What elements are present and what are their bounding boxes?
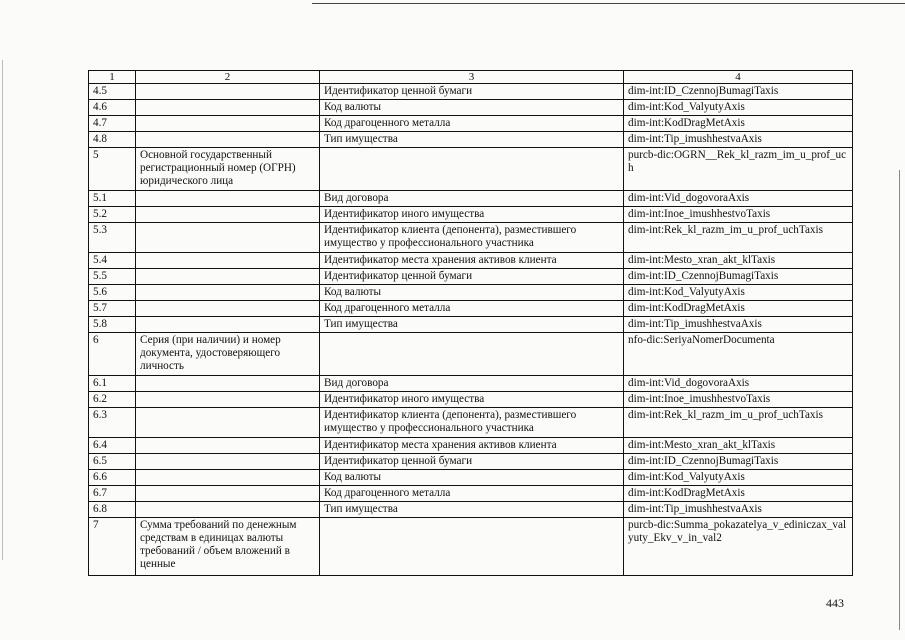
row-number: 4.5	[89, 84, 136, 100]
row-code: dim-int:ID_CzennojBumagiTaxis	[624, 454, 853, 470]
table-row	[89, 132, 853, 148]
row-indicator-name	[136, 454, 320, 470]
row-number: 4.7	[89, 116, 136, 132]
row-number: 6.3	[89, 408, 136, 438]
row-number: 6.2	[89, 392, 136, 408]
row-number: 6	[89, 333, 136, 376]
row-number: 5.5	[89, 269, 136, 285]
row-indicator-name	[136, 438, 320, 454]
table-row	[89, 317, 853, 333]
row-dimension: Код валюты	[320, 100, 624, 116]
row-dimension: Идентификатор ценной бумаги	[320, 454, 624, 470]
row-indicator-name	[136, 376, 320, 392]
row-dimension: Идентификатор клиента (депонента), разместившего имущество у профессионального участника	[320, 223, 624, 253]
row-code: dim-int:Vid_dogovoraAxis	[624, 376, 853, 392]
header-row	[89, 71, 853, 84]
row-dimension: Код драгоценного металла	[320, 301, 624, 317]
table-row	[89, 408, 853, 438]
table-row	[89, 376, 853, 392]
column-header-4: 4	[624, 71, 853, 84]
table-body	[89, 71, 853, 576]
row-code: dim-int:Tip_imushhestvaAxis	[624, 502, 853, 518]
row-dimension	[320, 148, 624, 191]
row-code: dim-int:Kod_ValyutyAxis	[624, 470, 853, 486]
row-code: dim-int:Kod_ValyutyAxis	[624, 285, 853, 301]
row-dimension: Идентификатор ценной бумаги	[320, 269, 624, 285]
table-row	[89, 116, 853, 132]
row-indicator-name	[136, 301, 320, 317]
row-indicator-name	[136, 84, 320, 100]
row-code: dim-int:ID_CzennojBumagiTaxis	[624, 84, 853, 100]
row-dimension: Идентификатор клиента (депонента), разместившего имущество у профессионального участника	[320, 408, 624, 438]
table-row	[89, 100, 853, 116]
row-number: 4.6	[89, 100, 136, 116]
row-dimension: Тип имущества	[320, 317, 624, 333]
row-indicator-name	[136, 207, 320, 223]
row-indicator-name	[136, 269, 320, 285]
row-dimension: Код драгоценного металла	[320, 116, 624, 132]
row-dimension: Идентификатор иного имущества	[320, 392, 624, 408]
table-row	[89, 438, 853, 454]
row-dimension	[320, 333, 624, 376]
row-indicator-name	[136, 116, 320, 132]
row-number: 6.7	[89, 486, 136, 502]
row-code: dim-int:Kod_ValyutyAxis	[624, 100, 853, 116]
row-indicator-name	[136, 253, 320, 269]
table-row	[89, 301, 853, 317]
row-number: 5.7	[89, 301, 136, 317]
row-number: 5.3	[89, 223, 136, 253]
table-row	[89, 285, 853, 301]
row-code: nfo-dic:SeriyaNomerDocumenta	[624, 333, 853, 376]
page-number: 443	[826, 596, 844, 610]
table-row	[89, 518, 853, 576]
table-row	[89, 486, 853, 502]
row-code: dim-int:KodDragMetAxis	[624, 301, 853, 317]
row-dimension: Идентификатор места хранения активов клиента	[320, 438, 624, 454]
table-row	[89, 454, 853, 470]
top-scan-line	[312, 3, 905, 4]
row-indicator-name	[136, 191, 320, 207]
left-scan-edge	[2, 60, 3, 560]
row-code: dim-int:Mesto_xran_akt_klTaxis	[624, 438, 853, 454]
row-indicator-name	[136, 100, 320, 116]
row-indicator-name	[136, 392, 320, 408]
table-row	[89, 333, 853, 376]
row-code: dim-int:Vid_dogovoraAxis	[624, 191, 853, 207]
row-dimension: Идентификатор места хранения активов клиента	[320, 253, 624, 269]
table-row	[89, 207, 853, 223]
row-code: dim-int:Rek_kl_razm_im_u_prof_uchTaxis	[624, 408, 853, 438]
column-header-1: 1	[89, 71, 136, 84]
row-number: 5.6	[89, 285, 136, 301]
row-number: 6.5	[89, 454, 136, 470]
row-number: 6.4	[89, 438, 136, 454]
row-indicator-name	[136, 223, 320, 253]
row-indicator-name: Серия (при наличии) и номер документа, удостоверяющего личность	[136, 333, 320, 376]
row-dimension: Код валюты	[320, 285, 624, 301]
row-code: dim-int:Tip_imushhestvaAxis	[624, 132, 853, 148]
row-indicator-name	[136, 285, 320, 301]
row-dimension: Тип имущества	[320, 132, 624, 148]
table-row	[89, 392, 853, 408]
row-dimension: Код валюты	[320, 470, 624, 486]
row-indicator-name	[136, 470, 320, 486]
row-number: 5.4	[89, 253, 136, 269]
row-indicator-name	[136, 502, 320, 518]
row-dimension: Идентификатор иного имущества	[320, 207, 624, 223]
document-table	[88, 70, 853, 576]
row-code: dim-int:Inoe_imushhestvoTaxis	[624, 207, 853, 223]
table-row	[89, 269, 853, 285]
row-indicator-name	[136, 132, 320, 148]
row-code: purcb-dic:Summa_pokazatelya_v_ediniczax_valyuty_Ekv_v_in_val2	[624, 518, 853, 576]
row-number: 5.1	[89, 191, 136, 207]
row-number: 4.8	[89, 132, 136, 148]
table-row	[89, 191, 853, 207]
row-code: dim-int:Tip_imushhestvaAxis	[624, 317, 853, 333]
row-number: 5	[89, 148, 136, 191]
row-number: 7	[89, 518, 136, 576]
row-indicator-name	[136, 486, 320, 502]
row-number: 6.1	[89, 376, 136, 392]
row-number: 5.2	[89, 207, 136, 223]
row-dimension: Вид договора	[320, 376, 624, 392]
table-row	[89, 223, 853, 253]
row-indicator-name: Основной государственный регистрационный номер (ОГРН) юридического лица	[136, 148, 320, 191]
table-row	[89, 470, 853, 486]
column-header-2: 2	[136, 71, 320, 84]
row-number: 6.6	[89, 470, 136, 486]
row-dimension	[320, 518, 624, 576]
row-number: 5.8	[89, 317, 136, 333]
table-row	[89, 502, 853, 518]
row-code: dim-int:ID_CzennojBumagiTaxis	[624, 269, 853, 285]
row-indicator-name	[136, 317, 320, 333]
row-code: dim-int:KodDragMetAxis	[624, 486, 853, 502]
row-code: purcb-dic:OGRN__Rek_kl_razm_im_u_prof_uch	[624, 148, 853, 191]
row-indicator-name	[136, 408, 320, 438]
row-dimension: Тип имущества	[320, 502, 624, 518]
row-code: dim-int:Mesto_xran_akt_klTaxis	[624, 253, 853, 269]
table-row	[89, 253, 853, 269]
row-code: dim-int:KodDragMetAxis	[624, 116, 853, 132]
row-dimension: Идентификатор ценной бумаги	[320, 84, 624, 100]
row-indicator-name: Сумма требований по денежным средствам в единицах валюты требований / объем вложений в ценные	[136, 518, 320, 576]
row-number: 6.8	[89, 502, 136, 518]
right-scan-edge	[899, 170, 900, 630]
column-header-3: 3	[320, 71, 624, 84]
row-dimension: Код драгоценного металла	[320, 486, 624, 502]
table-row	[89, 84, 853, 100]
row-code: dim-int:Inoe_imushhestvoTaxis	[624, 392, 853, 408]
row-dimension: Вид договора	[320, 191, 624, 207]
table-row	[89, 148, 853, 191]
row-code: dim-int:Rek_kl_razm_im_u_prof_uchTaxis	[624, 223, 853, 253]
